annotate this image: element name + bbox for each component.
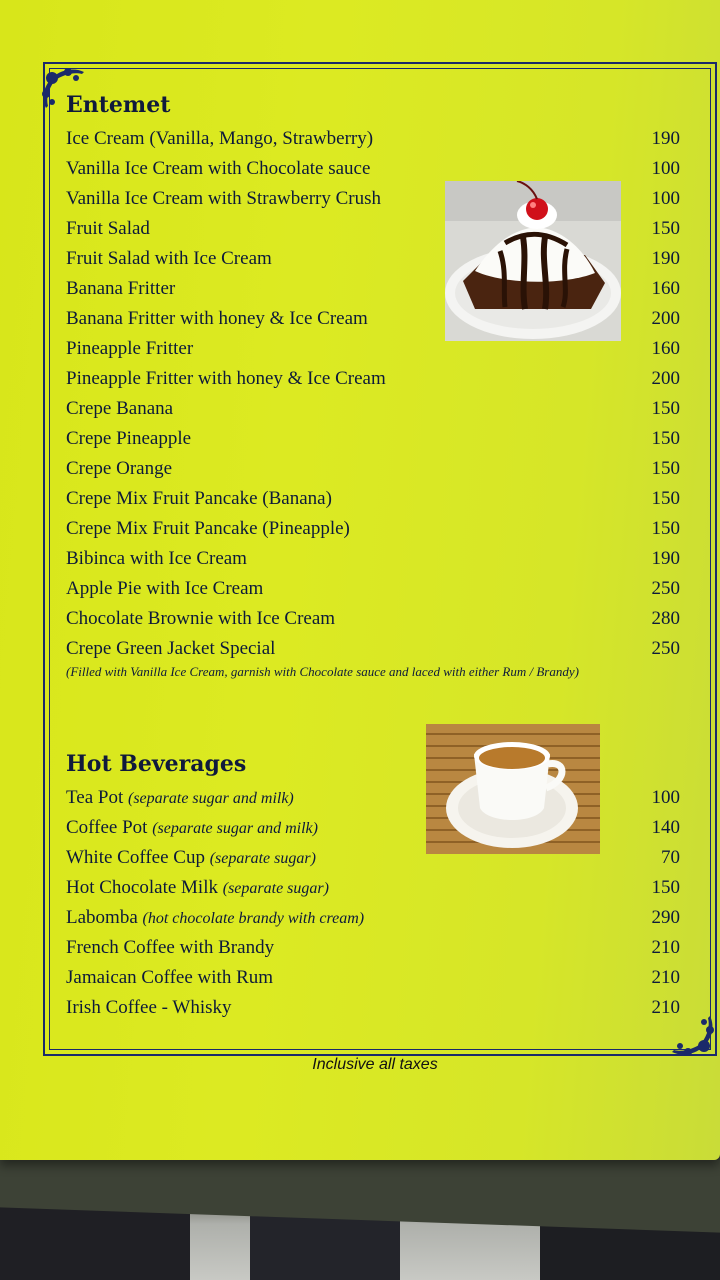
menu-item-price: 160 (651, 278, 680, 299)
menu-item-label: Labomba (66, 907, 138, 928)
menu-item (66, 124, 680, 154)
menu-item-name (66, 873, 329, 904)
menu-item-name (66, 514, 350, 544)
menu-item-note: (separate sugar and milk) (128, 790, 294, 807)
menu-item (66, 963, 680, 993)
menu-item-name (66, 424, 191, 454)
menu-item (66, 873, 680, 903)
menu-item-price: 210 (651, 997, 680, 1018)
menu-item-note: (separate sugar) (222, 880, 329, 897)
menu-item-price: 150 (651, 218, 680, 239)
menu-item-price: 200 (651, 308, 680, 329)
menu-item-label: Apple Pie with Ice Cream (66, 578, 264, 599)
menu-item-note: (hot chocolate brandy with cream) (142, 910, 365, 927)
menu-item-price: 150 (651, 428, 680, 449)
ice-cream-brownie-sundae-photo (445, 181, 621, 341)
menu-item-name (66, 963, 273, 993)
menu-item-label: Jamaican Coffee with Rum (66, 967, 274, 988)
menu-item (66, 604, 680, 634)
menu-item-label: Ice Cream (Vanilla, Mango, Strawberry) (66, 128, 374, 149)
menu-item-label: Hot Chocolate Milk (66, 877, 218, 898)
menu-item-price: 280 (651, 608, 680, 629)
menu-item-price: 150 (651, 458, 680, 479)
menu-item-name (66, 783, 294, 814)
menu-item (66, 783, 680, 813)
menu-item (66, 364, 680, 394)
menu-item-label: Crepe Banana (66, 398, 174, 419)
menu-item-name (66, 364, 386, 394)
menu-item-price: 190 (651, 248, 680, 269)
menu-item-price: 290 (651, 907, 680, 928)
menu-item-name (66, 843, 316, 874)
menu-item (66, 993, 680, 1023)
menu-item-price: 250 (651, 578, 680, 599)
menu-item-name (66, 574, 263, 604)
menu-item-price: 210 (651, 937, 680, 958)
menu-item-label: Banana Fritter with honey & Ice Cream (66, 308, 368, 329)
menu-item (66, 514, 680, 544)
menu-item-name (66, 813, 318, 844)
menu-item (66, 154, 680, 184)
menu-item-name (66, 304, 368, 334)
menu-item (66, 903, 680, 933)
menu-item-label: Chocolate Brownie with Ice Cream (66, 608, 336, 629)
menu-item-label: French Coffee with Brandy (66, 937, 275, 958)
menu-item-label: Coffee Pot (66, 817, 148, 838)
menu-item (66, 634, 680, 664)
menu-item-note: (separate sugar) (209, 850, 316, 867)
menu-item-price: 190 (651, 548, 680, 569)
menu-item-label: Tea Pot (66, 787, 124, 808)
menu-item-name (66, 484, 332, 514)
menu-item-label: Crepe Green Jacket Special (66, 638, 276, 659)
menu-item (66, 424, 680, 454)
menu-item-price: 150 (651, 488, 680, 509)
menu-item-name (66, 604, 335, 634)
menu-item-label: Vanilla Ice Cream with Chocolate sauce (66, 158, 371, 179)
menu-item-price: 150 (651, 518, 680, 539)
menu-item-name (66, 454, 172, 484)
menu-item (66, 574, 680, 604)
menu-item-name (66, 244, 272, 274)
menu-item-label: Crepe Orange (66, 458, 173, 479)
menu-item-label: Fruit Salad (66, 218, 150, 239)
menu-item-price: 150 (651, 877, 680, 898)
menu-item-price: 100 (651, 787, 680, 808)
flourish-ornament-icon (668, 1012, 718, 1060)
section-title-dessert: Entemet (66, 92, 171, 118)
menu-item-price: 150 (651, 398, 680, 419)
menu-item (66, 484, 680, 514)
menu-item-price: 190 (651, 128, 680, 149)
menu-item-name (66, 154, 370, 184)
menu-item-price: 210 (651, 967, 680, 988)
menu-item-label: Crepe Mix Fruit Pancake (Banana) (66, 488, 332, 509)
menu-item (66, 933, 680, 963)
menu-item-name (66, 634, 275, 664)
footer-note: Inclusive all taxes (312, 1056, 438, 1073)
menu-item-name (66, 933, 274, 963)
special-description: (Filled with Vanilla Ice Cream, garnish with Chocolate sauce and laced with either Rum / Brandy) (66, 664, 579, 679)
menu-item-name (66, 334, 193, 364)
menu-item-label: Bibinca with Ice Cream (66, 548, 247, 569)
menu-item-price: 160 (651, 338, 680, 359)
menu-item-label: Fruit Salad with Ice Cream (66, 248, 272, 269)
menu-item-label: Pineapple Fritter with honey & Ice Cream (66, 368, 386, 389)
menu-item-price: 100 (651, 188, 680, 209)
menu-item-name (66, 993, 232, 1023)
menu-item-price: 100 (651, 158, 680, 179)
menu-item-price: 250 (651, 638, 680, 659)
menu-item-name (66, 184, 381, 214)
menu-item (66, 843, 680, 873)
beverage-list (66, 783, 680, 1023)
menu-item-note: (separate sugar and milk) (152, 820, 318, 837)
menu-item-name (66, 124, 373, 154)
section-title-beverages: Hot Beverages (66, 751, 247, 777)
menu-item-label: Vanilla Ice Cream with Strawberry Crush (66, 188, 381, 209)
menu-item-name (66, 394, 173, 424)
menu-item-price: 140 (651, 817, 680, 838)
menu-item-name (66, 544, 247, 574)
menu-item-name (66, 903, 364, 934)
menu-item-label: Pineapple Fritter (66, 338, 194, 359)
menu-item-price: 70 (661, 847, 680, 868)
menu-item (66, 813, 680, 843)
menu-item (66, 454, 680, 484)
menu-item-label: Banana Fritter (66, 278, 176, 299)
menu-item-label: White Coffee Cup (66, 847, 205, 868)
menu-item-label: Crepe Mix Fruit Pancake (Pineapple) (66, 518, 350, 539)
menu-item-price: 200 (651, 368, 680, 389)
menu-item (66, 394, 680, 424)
menu-item-name (66, 274, 175, 304)
menu-item-label: Irish Coffee - Whisky (66, 997, 232, 1018)
menu-item-label: Crepe Pineapple (66, 428, 192, 449)
menu-item (66, 544, 680, 574)
menu-item-name (66, 214, 150, 244)
